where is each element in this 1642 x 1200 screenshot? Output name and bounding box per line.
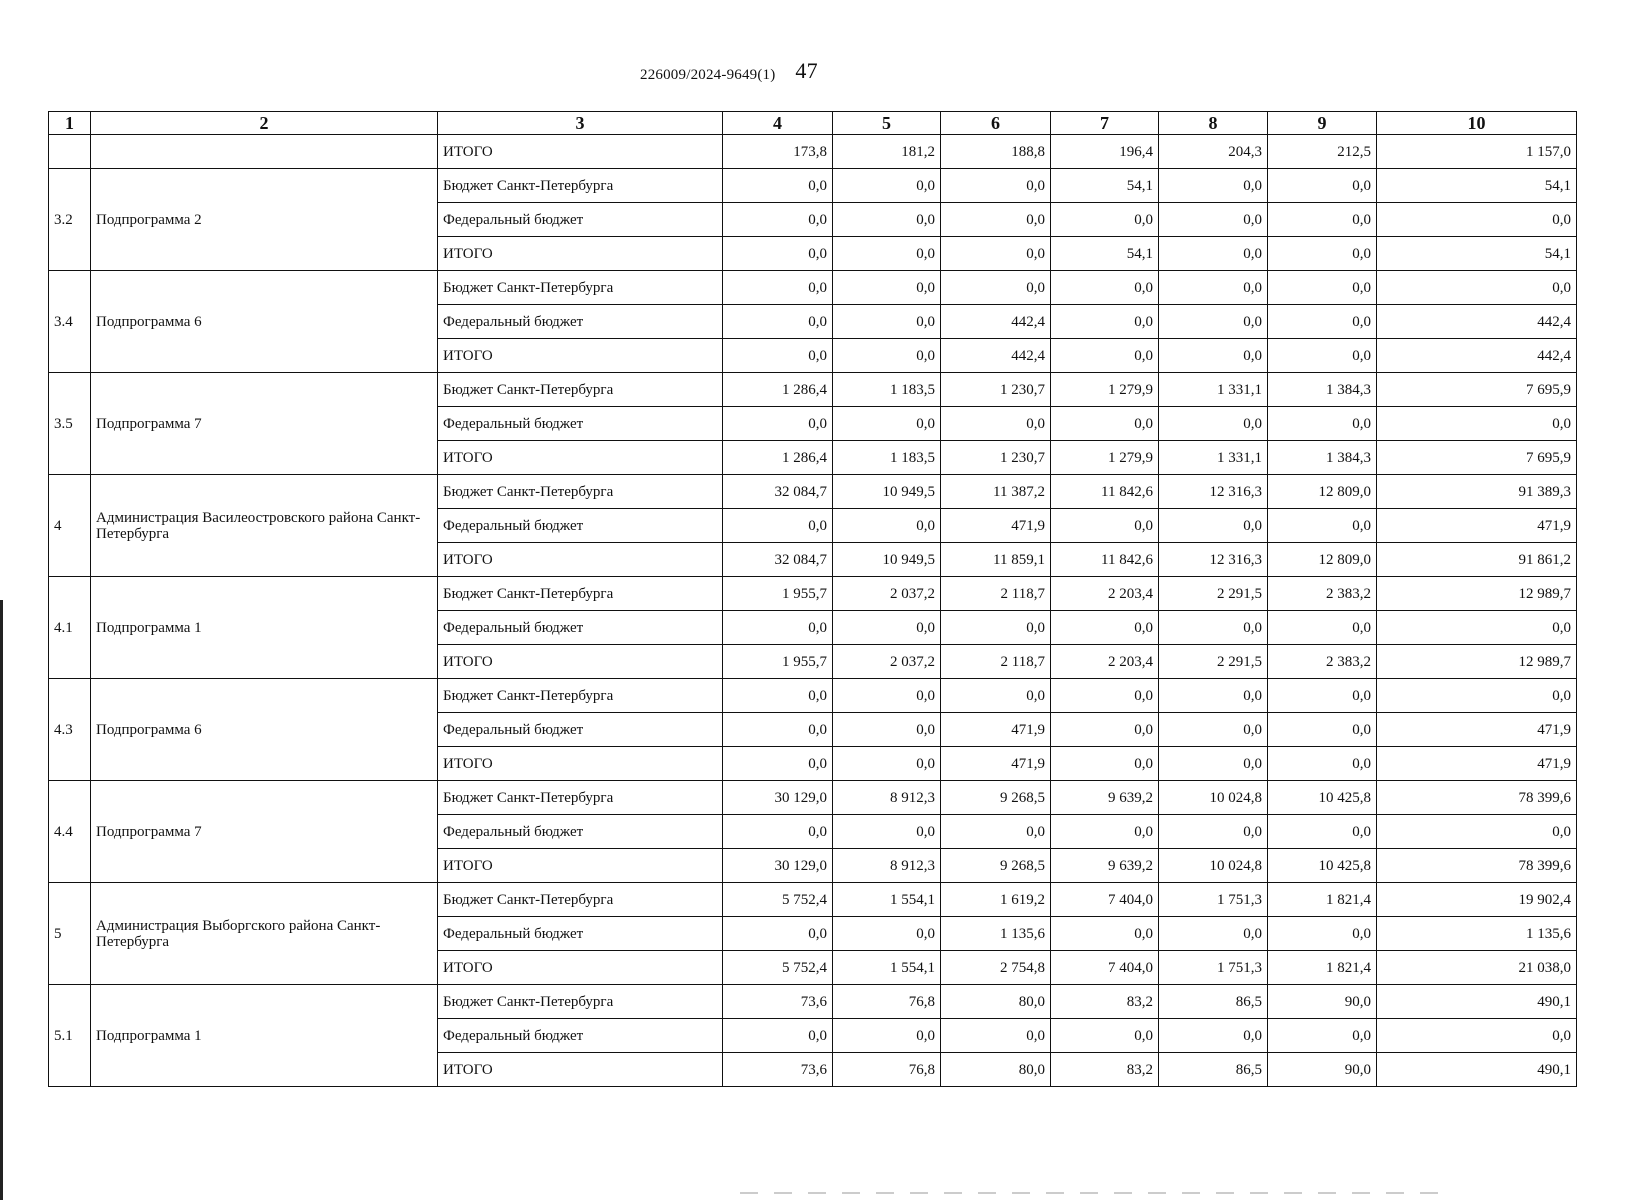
funding-source: Федеральный бюджет [438, 407, 723, 441]
value-cell: 0,0 [833, 747, 941, 781]
value-cell: 0,0 [833, 815, 941, 849]
value-cell: 0,0 [1051, 917, 1159, 951]
value-cell: 10 425,8 [1268, 781, 1377, 815]
value-cell: 12 809,0 [1268, 475, 1377, 509]
table-header [49, 112, 1577, 135]
funding-source: Бюджет Санкт-Петербурга [438, 781, 723, 815]
value-cell: 2 037,2 [833, 645, 941, 679]
value-cell: 5 752,4 [723, 883, 833, 917]
value-cell: 10 425,8 [1268, 849, 1377, 883]
value-cell: 2 118,7 [941, 577, 1051, 611]
table-row [49, 135, 1577, 169]
value-cell: 91 861,2 [1377, 543, 1577, 577]
row-code: 5.1 [49, 985, 91, 1087]
column-header: 1 [49, 112, 91, 135]
funding-source: ИТОГО [438, 543, 723, 577]
column-header: 5 [833, 112, 941, 135]
funding-source: Бюджет Санкт-Петербурга [438, 475, 723, 509]
value-cell: 7 695,9 [1377, 373, 1577, 407]
value-cell: 1 955,7 [723, 645, 833, 679]
value-cell: 2 291,5 [1159, 577, 1268, 611]
value-cell: 11 842,6 [1051, 475, 1159, 509]
value-cell: 442,4 [941, 339, 1051, 373]
value-cell: 0,0 [723, 339, 833, 373]
value-cell: 1 157,0 [1377, 135, 1577, 169]
value-cell: 0,0 [1159, 237, 1268, 271]
value-cell: 0,0 [723, 679, 833, 713]
value-cell: 1 286,4 [723, 373, 833, 407]
row-program-name: Подпрограмма 7 [91, 781, 438, 883]
source-cell: ИТОГО [438, 135, 723, 169]
page-number: 47 [795, 58, 818, 83]
value-cell: 0,0 [941, 169, 1051, 203]
value-cell: 1 821,4 [1268, 951, 1377, 985]
column-header: 2 [91, 112, 438, 135]
value-cell: 91 389,3 [1377, 475, 1577, 509]
value-cell: 0,0 [833, 1019, 941, 1053]
value-cell: 2 203,4 [1051, 645, 1159, 679]
table-row [49, 781, 1577, 815]
value-cell: 0,0 [1051, 305, 1159, 339]
value-cell: 86,5 [1159, 985, 1268, 1019]
value-cell: 0,0 [1268, 611, 1377, 645]
value-cell: 2 383,2 [1268, 645, 1377, 679]
value-cell: 80,0 [941, 1053, 1051, 1087]
value-cell: 1 183,5 [833, 373, 941, 407]
value-cell: 1 821,4 [1268, 883, 1377, 917]
row-code: 4.4 [49, 781, 91, 883]
funding-source: ИТОГО [438, 237, 723, 271]
value-cell: 1 279,9 [1051, 441, 1159, 475]
table-body [49, 135, 1577, 1087]
row-code: 3.5 [49, 373, 91, 475]
value-cell: 0,0 [833, 917, 941, 951]
value-cell: 0,0 [1051, 611, 1159, 645]
row-code: 5 [49, 883, 91, 985]
value-cell: 0,0 [1159, 1019, 1268, 1053]
value-cell: 0,0 [723, 237, 833, 271]
row-program-name: Подпрограмма 2 [91, 169, 438, 271]
value-cell: 10 024,8 [1159, 849, 1268, 883]
value-cell: 11 842,6 [1051, 543, 1159, 577]
value-cell: 32 084,7 [723, 475, 833, 509]
value-cell: 73,6 [723, 1053, 833, 1087]
column-header: 4 [723, 112, 833, 135]
value-cell: 0,0 [723, 509, 833, 543]
value-cell: 0,0 [1159, 305, 1268, 339]
value-cell: 19 902,4 [1377, 883, 1577, 917]
value-cell: 30 129,0 [723, 781, 833, 815]
scan-edge [0, 600, 3, 1200]
value-cell: 2 291,5 [1159, 645, 1268, 679]
column-header: 6 [941, 112, 1051, 135]
table-row [49, 475, 1577, 509]
value-cell: 173,8 [723, 135, 833, 169]
value-cell: 471,9 [1377, 713, 1577, 747]
value-cell: 0,0 [723, 169, 833, 203]
value-cell: 7 695,9 [1377, 441, 1577, 475]
value-cell: 54,1 [1051, 169, 1159, 203]
value-cell: 80,0 [941, 985, 1051, 1019]
value-cell: 76,8 [833, 985, 941, 1019]
value-cell: 0,0 [1268, 917, 1377, 951]
value-cell: 0,0 [1268, 815, 1377, 849]
value-cell: 0,0 [1268, 169, 1377, 203]
funding-source: ИТОГО [438, 951, 723, 985]
value-cell: 0,0 [723, 305, 833, 339]
value-cell: 12 316,3 [1159, 543, 1268, 577]
value-cell: 471,9 [1377, 509, 1577, 543]
value-cell: 0,0 [833, 237, 941, 271]
column-header: 3 [438, 112, 723, 135]
value-cell: 90,0 [1268, 1053, 1377, 1087]
row-program-name: Администрация Василеостровского района Санкт-Петербурга [91, 475, 438, 577]
funding-source: Бюджет Санкт-Петербурга [438, 577, 723, 611]
value-cell: 21 038,0 [1377, 951, 1577, 985]
value-cell: 1 751,3 [1159, 951, 1268, 985]
value-cell: 471,9 [941, 747, 1051, 781]
value-cell: 188,8 [941, 135, 1051, 169]
value-cell: 0,0 [941, 815, 1051, 849]
value-cell: 11 387,2 [941, 475, 1051, 509]
value-cell: 54,1 [1377, 169, 1577, 203]
value-cell: 0,0 [1159, 679, 1268, 713]
column-header: 9 [1268, 112, 1377, 135]
value-cell: 0,0 [1377, 407, 1577, 441]
value-cell: 0,0 [1159, 271, 1268, 305]
value-cell: 0,0 [1159, 713, 1268, 747]
value-cell: 0,0 [833, 339, 941, 373]
value-cell: 10 949,5 [833, 475, 941, 509]
value-cell: 0,0 [723, 917, 833, 951]
value-cell: 0,0 [833, 407, 941, 441]
value-cell: 83,2 [1051, 1053, 1159, 1087]
value-cell: 7 404,0 [1051, 951, 1159, 985]
value-cell: 2 383,2 [1268, 577, 1377, 611]
row-code: 3.2 [49, 169, 91, 271]
value-cell: 0,0 [941, 611, 1051, 645]
value-cell: 8 912,3 [833, 849, 941, 883]
value-cell: 0,0 [1159, 407, 1268, 441]
funding-source: Федеральный бюджет [438, 611, 723, 645]
value-cell: 0,0 [1268, 339, 1377, 373]
funding-source: Бюджет Санкт-Петербурга [438, 679, 723, 713]
document-header [640, 58, 818, 84]
value-cell: 10 024,8 [1159, 781, 1268, 815]
value-cell: 0,0 [1051, 747, 1159, 781]
value-cell: 76,8 [833, 1053, 941, 1087]
table-row [49, 985, 1577, 1019]
funding-source: Бюджет Санкт-Петербурга [438, 985, 723, 1019]
row-program-name: Подпрограмма 1 [91, 985, 438, 1087]
row-code: 4.1 [49, 577, 91, 679]
value-cell: 0,0 [1051, 271, 1159, 305]
value-cell: 9 268,5 [941, 849, 1051, 883]
value-cell: 0,0 [941, 1019, 1051, 1053]
value-cell: 0,0 [723, 407, 833, 441]
value-cell: 0,0 [1268, 679, 1377, 713]
value-cell: 2 037,2 [833, 577, 941, 611]
value-cell: 0,0 [1159, 917, 1268, 951]
value-cell: 0,0 [1051, 815, 1159, 849]
value-cell: 1 554,1 [833, 883, 941, 917]
value-cell: 9 639,2 [1051, 781, 1159, 815]
value-cell: 0,0 [833, 203, 941, 237]
funding-source: Бюджет Санкт-Петербурга [438, 271, 723, 305]
value-cell: 0,0 [723, 1019, 833, 1053]
row-program-name: Администрация Выборгского района Санкт-Петербурга [91, 883, 438, 985]
value-cell: 0,0 [723, 747, 833, 781]
value-cell: 0,0 [723, 713, 833, 747]
value-cell: 0,0 [723, 203, 833, 237]
value-cell: 1 183,5 [833, 441, 941, 475]
value-cell: 7 404,0 [1051, 883, 1159, 917]
value-cell: 0,0 [941, 407, 1051, 441]
funding-source: Федеральный бюджет [438, 203, 723, 237]
column-header: 10 [1377, 112, 1577, 135]
value-cell: 181,2 [833, 135, 941, 169]
funding-source: ИТОГО [438, 441, 723, 475]
row-program-name: Подпрограмма 6 [91, 679, 438, 781]
value-cell: 32 084,7 [723, 543, 833, 577]
value-cell: 0,0 [1051, 509, 1159, 543]
funding-source: ИТОГО [438, 849, 723, 883]
value-cell: 1 384,3 [1268, 441, 1377, 475]
value-cell: 1 230,7 [941, 441, 1051, 475]
value-cell: 1 135,6 [941, 917, 1051, 951]
value-cell: 0,0 [833, 305, 941, 339]
value-cell: 0,0 [1159, 203, 1268, 237]
value-cell: 12 316,3 [1159, 475, 1268, 509]
value-cell: 1 286,4 [723, 441, 833, 475]
value-cell: 0,0 [833, 611, 941, 645]
funding-source: Бюджет Санкт-Петербурга [438, 169, 723, 203]
value-cell: 0,0 [1268, 747, 1377, 781]
row-program-name: Подпрограмма 7 [91, 373, 438, 475]
value-cell: 0,0 [1159, 611, 1268, 645]
value-cell: 0,0 [1159, 747, 1268, 781]
value-cell: 1 955,7 [723, 577, 833, 611]
value-cell: 1 135,6 [1377, 917, 1577, 951]
value-cell: 0,0 [723, 271, 833, 305]
value-cell: 1 751,3 [1159, 883, 1268, 917]
funding-source: Бюджет Санкт-Петербурга [438, 373, 723, 407]
column-header: 7 [1051, 112, 1159, 135]
value-cell: 0,0 [723, 815, 833, 849]
row-program-name: Подпрограмма 1 [91, 577, 438, 679]
funding-source: Бюджет Санкт-Петербурга [438, 883, 723, 917]
value-cell: 73,6 [723, 985, 833, 1019]
value-cell: 490,1 [1377, 985, 1577, 1019]
value-cell: 0,0 [1051, 1019, 1159, 1053]
value-cell: 442,4 [1377, 305, 1577, 339]
value-cell: 212,5 [1268, 135, 1377, 169]
value-cell: 0,0 [1377, 271, 1577, 305]
value-cell: 490,1 [1377, 1053, 1577, 1087]
value-cell: 0,0 [941, 237, 1051, 271]
value-cell: 0,0 [941, 679, 1051, 713]
funding-source: ИТОГО [438, 645, 723, 679]
funding-source: Федеральный бюджет [438, 713, 723, 747]
funding-source: Федеральный бюджет [438, 509, 723, 543]
value-cell: 442,4 [1377, 339, 1577, 373]
funding-source: ИТОГО [438, 339, 723, 373]
value-cell: 471,9 [941, 713, 1051, 747]
value-cell: 5 752,4 [723, 951, 833, 985]
table-row [49, 271, 1577, 305]
value-cell: 0,0 [1051, 713, 1159, 747]
value-cell: 0,0 [1268, 305, 1377, 339]
value-cell: 0,0 [833, 713, 941, 747]
value-cell: 471,9 [941, 509, 1051, 543]
value-cell: 0,0 [1159, 815, 1268, 849]
header-row [49, 112, 1577, 135]
funding-source: Федеральный бюджет [438, 815, 723, 849]
funding-source: Федеральный бюджет [438, 1019, 723, 1053]
value-cell: 0,0 [1051, 203, 1159, 237]
row-code: 4 [49, 475, 91, 577]
value-cell: 1 331,1 [1159, 373, 1268, 407]
value-cell: 0,0 [1377, 1019, 1577, 1053]
funding-source: Федеральный бюджет [438, 917, 723, 951]
value-cell: 12 989,7 [1377, 645, 1577, 679]
table-row [49, 883, 1577, 917]
table-row [49, 679, 1577, 713]
value-cell: 0,0 [1159, 339, 1268, 373]
value-cell: 0,0 [1159, 169, 1268, 203]
value-cell: 0,0 [1051, 679, 1159, 713]
budget-table [48, 111, 1577, 1087]
value-cell: 0,0 [833, 271, 941, 305]
name-cell [91, 135, 438, 169]
value-cell: 2 203,4 [1051, 577, 1159, 611]
value-cell: 54,1 [1051, 237, 1159, 271]
funding-source: ИТОГО [438, 1053, 723, 1087]
code-cell [49, 135, 91, 169]
value-cell: 0,0 [1377, 203, 1577, 237]
value-cell: 0,0 [1268, 1019, 1377, 1053]
row-program-name: Подпрограмма 6 [91, 271, 438, 373]
value-cell: 0,0 [1377, 679, 1577, 713]
value-cell: 90,0 [1268, 985, 1377, 1019]
value-cell: 1 230,7 [941, 373, 1051, 407]
value-cell: 54,1 [1377, 237, 1577, 271]
value-cell: 0,0 [941, 203, 1051, 237]
value-cell: 78 399,6 [1377, 781, 1577, 815]
value-cell: 9 639,2 [1051, 849, 1159, 883]
row-code: 4.3 [49, 679, 91, 781]
value-cell: 1 279,9 [1051, 373, 1159, 407]
value-cell: 11 859,1 [941, 543, 1051, 577]
value-cell: 0,0 [941, 271, 1051, 305]
value-cell: 30 129,0 [723, 849, 833, 883]
value-cell: 1 331,1 [1159, 441, 1268, 475]
value-cell: 0,0 [1268, 237, 1377, 271]
value-cell: 12 809,0 [1268, 543, 1377, 577]
value-cell: 0,0 [1268, 509, 1377, 543]
value-cell: 0,0 [1051, 339, 1159, 373]
table-row [49, 577, 1577, 611]
value-cell: 0,0 [1268, 713, 1377, 747]
value-cell: 0,0 [833, 509, 941, 543]
value-cell: 0,0 [1377, 611, 1577, 645]
value-cell: 8 912,3 [833, 781, 941, 815]
value-cell: 0,0 [1268, 203, 1377, 237]
value-cell: 2 754,8 [941, 951, 1051, 985]
value-cell: 0,0 [1377, 815, 1577, 849]
value-cell: 86,5 [1159, 1053, 1268, 1087]
value-cell: 78 399,6 [1377, 849, 1577, 883]
value-cell: 9 268,5 [941, 781, 1051, 815]
document-number: 226009/2024-9649(1) [640, 67, 776, 83]
value-cell: 442,4 [941, 305, 1051, 339]
scan-artifact [740, 1192, 1440, 1194]
value-cell: 471,9 [1377, 747, 1577, 781]
row-code: 3.4 [49, 271, 91, 373]
value-cell: 0,0 [1268, 271, 1377, 305]
value-cell: 10 949,5 [833, 543, 941, 577]
value-cell: 1 554,1 [833, 951, 941, 985]
value-cell: 204,3 [1159, 135, 1268, 169]
value-cell: 2 118,7 [941, 645, 1051, 679]
value-cell: 0,0 [1159, 509, 1268, 543]
value-cell: 0,0 [833, 169, 941, 203]
value-cell: 1 619,2 [941, 883, 1051, 917]
funding-source: ИТОГО [438, 747, 723, 781]
table-row [49, 169, 1577, 203]
value-cell: 0,0 [1268, 407, 1377, 441]
column-header: 8 [1159, 112, 1268, 135]
value-cell: 196,4 [1051, 135, 1159, 169]
value-cell: 0,0 [723, 611, 833, 645]
table-row [49, 373, 1577, 407]
value-cell: 83,2 [1051, 985, 1159, 1019]
value-cell: 1 384,3 [1268, 373, 1377, 407]
value-cell: 0,0 [833, 679, 941, 713]
funding-source: Федеральный бюджет [438, 305, 723, 339]
value-cell: 0,0 [1051, 407, 1159, 441]
value-cell: 12 989,7 [1377, 577, 1577, 611]
